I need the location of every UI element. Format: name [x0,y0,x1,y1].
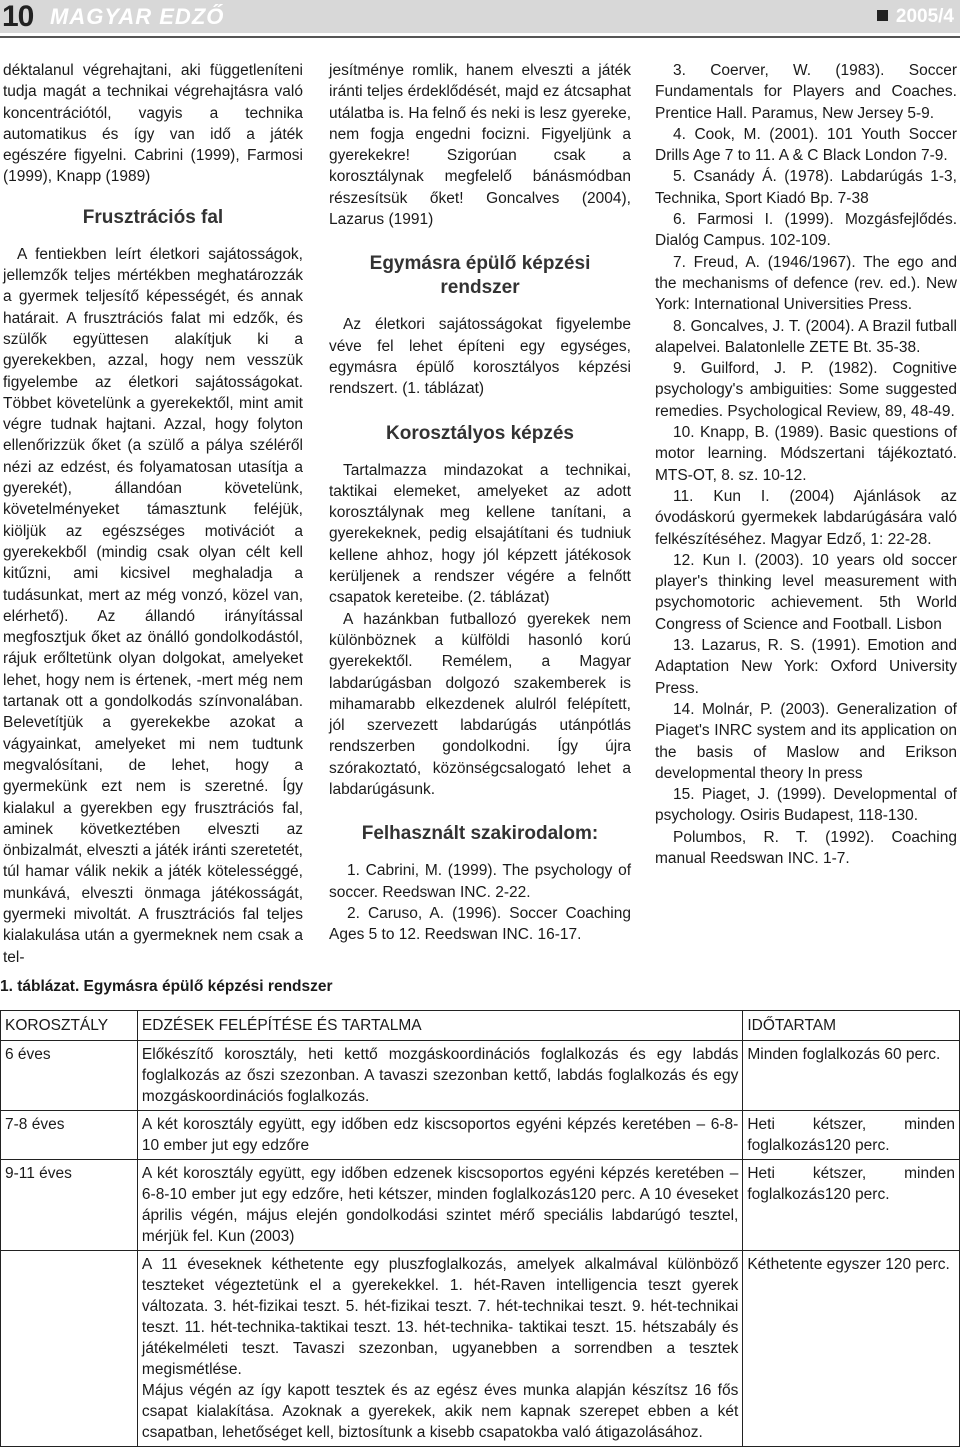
reference-item: 14. Molnár, P. (2003). Generalization of Piaget's INRC system and its application on the basis of Maslow and Erikson developmental theory In press [655,700,957,782]
reference-item: 9. Guilford, J. P. (1982). Cognitive psychology's ambiguities: Some suggested remedies. Psychological Review, 89, 48-49. [655,360,957,420]
paragraph: A fentiekben leírt életkori sajátosságok, jellemzők teljes mértékben meghatározzák a gyermek teljesítő képességét, és annak határait. A frusztrációs falat mi edzők, és szülők együttesen alakítjuk ki a gyerekekben, azzal, hogy nem vesszük figyelembe az életkori sajátosságokat. Többet követelünk a gyerekektől, mint amit végre tudnak hajtani. Azzal, hogy folyton ellenőrizzük őket (a szülő a pálya széléről nézi az edzést, és folyamatosan utasítja a gyerekét), állandóan követelünk, követelményeket támasztunk feléjük, kiöljük az egészséges motivációt a gyerekekből (mindig csak olyan célt kell kitűzni, ami kicsivel meghaladja a tudásunkat, mert az még vonzó, közel van, elérhető). Az állandó irányítással megfosztjuk őket az önálló gondolkodástól, rájuk erőltetünk olyan dolgokat, amelyeket lehet, hogy nem is értenek, -mert még nem tartanak ott a gondolkodás színvonalában. Belevetítjük a gyerekekbe azokat a vágyainkat, amelyeket mi nem tudtunk megvalósítani, de lehet, hogy a gyermekünk ezt nem is szeretné. Így kialakul a gyerekben egy frusztrációs fal, aminek következtében elveszti az önbizalmát, elveszti a játék iránti szeretetét, túl hamar válik nekik a játék kötelességgé, munkává, elveszti önmaga játékosságát, gyermeki mivoltát. A frusztrációs fal teljes kialakulása után a gyermeknek nem csak a tel- [3,245,303,966]
section-heading: Felhasznált szakirodalom: [361,823,599,845]
issue-label [877,0,954,33]
cell-content-part: A 11 éveseknek kéthetente egy pluszfoglalkozás, amelyek alkalmával különböző teszteket végeztetünk el a gyerekekkel. 1. hét-Raven intelligencia teszt gyerek változata. 3. hét-fizikai teszt. 5. hét-fizikai teszt. 7. hét-technikai teszt. 9. hét-technikai teszt. 11. hét-technika-taktikai teszt. 13. hét-technika- taktikai teszt. 15. hétszabály és játékelméleti teszt. Tavaszi szezonban, ugyanebben a sorrendben a tesztek megismétlése. [141,1256,739,1378]
table-row [1,1160,960,1251]
table-header-row [1,1011,960,1041]
page-header [0,0,960,40]
reference-item: 11. Kun I. (2004) Ajánlások az óvodáskorú gyermekek labdarúgására való felkészítéséhez. Magyar Edző, 1: 22-28. [655,487,957,548]
table-row [1,1251,960,1447]
table-row [1,1111,960,1160]
cell-content: A két korosztály együtt, egy időben edzenek kiscsoportos egyéni képzés keretében – 6-8-10 ember jut egy edzőre, heti kétszer, minden foglalkozás120 perc. A 10 éveseket április végén, május elején gondolkodási szintet mérő speciális labdarúgó tesztel, mérjük fel. Kun (2003) [137,1160,742,1251]
paragraph: déktalanul végrehajtani, aki függetleníteni tudja magát a technikai végrehajtásra való koncentrációtól, vagyis a technika automatikus és így van idő a játék egészére figyelni. Cabrini (1999), Farmosi (1999), Knapp (1989) [3,62,303,186]
column-header-age: KOROSZTÁLY [1,1011,138,1041]
section-heading: Korosztályos képzés [386,422,574,444]
paragraph: Tartalmazza mindazokat a technikai, taktikai elemeket, amelyeket az adott korosztálynak meg kellene tanítani, a gyerekeknek, pedig elsajátítani és tudniuk kellene ahhoz, hogy jól képzett játékosok kerüljenek a rendszer végére a felnőtt csapatok kereteibe. (2. táblázat) [329,461,631,607]
paragraph: Az életkori sajátosságokat figyelembe véve fel lehet építeni egy egységes, egymásra épülő korosztályos képzési rendszert. (1. táblázat) [329,316,631,398]
header-rule [0,36,960,38]
column-header-content: EDZÉSEK FELÉPÍTÉSE ÉS TARTALMA [137,1011,742,1041]
reference-item: 5. Csanády Á. (1978). Labdarúgás 1-3, Technika, Sport Kiadó Bp. 7-38 [655,168,957,207]
reference-item: 6. Farmosi I. (1999). Mozgásfejlődés. Dialóg Campus. 102-109. [655,211,957,250]
column-2 [329,60,631,946]
cell-age: 7-8 éves [1,1111,138,1160]
table-caption: 1. táblázat. Egymásra épülő képzési rendszer [0,978,333,995]
cell-age [1,1251,138,1447]
square-bullet-icon [877,10,888,21]
cell-content-part: Május végén az így kapott tesztek és az egész éves munka alapján készítsz 16 fős csapat kialakítása. Azoknak a gyerekek, akik nem kapnak szerepet ebben a két csapatban, lehetőséget kell, biztosítunk a kisebb csapatokba való átigazolásához. [141,1382,739,1441]
reference-item: 15. Piaget, J. (1999). Developmental of psychology. Osiris Budapest, 118-130. [655,786,957,825]
section-heading: Frusztrációs fal [82,206,224,228]
cell-content [137,1251,742,1447]
reference-item: 12. Kun I. (2003). 10 years old soccer player's thinking level measurement with psychomotoric achievement. 5th World Congress of Science and Football. Lisbon [655,551,957,633]
reference-item: 2. Caruso, A. (1996). Soccer Coaching Ages 5 to 12. Reedswan INC. 16-17. [329,904,631,944]
cell-duration: Heti kétszer, minden foglalkozás120 perc. [743,1111,960,1160]
cell-duration: Minden foglalkozás 60 perc. [743,1041,960,1111]
reference-item: Polumbos, R. T. (1992). Coaching manual Reedswan INC. 1-7. [655,828,957,867]
reference-item: 4. Cook, M. (2001). 101 Youth Soccer Drills Age 7 to 11. A & C Black London 7-9. [655,125,957,165]
magazine-title: MAGYAR EDZŐ [50,4,225,29]
reference-item: 10. Knapp, B. (1989). Basic questions of motor learning. Módszertani tájékoztató. MTS-OT, 8. sz. 10-12. [655,424,957,484]
column-3 [655,60,957,869]
cell-duration: Kéthetente egyszer 120 perc. [743,1251,960,1447]
table-row [1,1041,960,1111]
reference-item: 13. Lazarus, R. S. (1991). Emotion and Adaptation New York: Oxford University Press. [655,637,957,697]
paragraph: jesítménye romlik, hanem elveszti a játék iránti teljes érdeklődését, majd ez átcsaphat utálatba is. Ha felnő és neki is lesz gyereke, nem fogja engedni focizni. Figyeljünk a gyerekekre! Szigorúan csak a korosztálynak megfelelő bánásmódban részesítsük őket! Goncalves (2004), Lazarus (1991) [329,62,631,229]
column-header-duration: IDŐTARTAM [743,1011,960,1041]
paragraph: A hazánkban futballozó gyerekek nem különböznek a külföldi hasonló korú gyerekektől. Remélem, a Magyar labdarúgásban dolgozó szakemberek is mihamarabb elkezdenek alulról felépített, jól szervezett labdarúgás utánpótlás rendszerben gondolkodni. Így újra szórakoztató, közönségcsalogató lehet a labdarúgásunk. [329,610,631,799]
reference-item: 8. Goncalves, J. T. (2004). A Brazil futball alapelvei. Balatonlelle ZETE Bt. 35-38. [655,317,957,356]
cell-content: Előkészítő korosztály, heti kettő mozgáskoordinációs foglalkozás és egy labdás foglalkozás az őszi szezonban. A tavaszi szezonban kettő, labdás foglalkozás és egy mozgáskoordinációs foglalkozás. [137,1041,742,1111]
cell-age: 9-11 éves [1,1160,138,1251]
cell-duration: Heti kétszer, minden foglalkozás120 perc. [743,1160,960,1251]
cell-age: 6 éves [1,1041,138,1111]
cell-content: A két korosztály együtt, egy időben edz kiscsoportos egyéni képzés keretében – 6-8-10 ember jut egy edzőre [137,1111,742,1160]
section-heading: Egymásra épülő képzési rendszer [369,253,591,299]
page-number: 10 [2,0,34,33]
column-1 [3,60,303,968]
reference-item: 1. Cabrini, M. (1999). The psychology of soccer. Reedswan INC. 2-22. [329,862,631,901]
reference-item: 3. Coerver, W. (1983). Soccer Fundamentals for Players and Coaches. Prentice Hall. Paramus, New Jersey 5-9. [655,62,957,122]
issue-number: 2005/4 [895,6,954,27]
reference-item: 7. Freud, A. (1946/1967). The ego and the mechanisms of defence (rev. ed.). New York: International Universities Press. [655,253,957,314]
training-table [0,1010,960,1447]
